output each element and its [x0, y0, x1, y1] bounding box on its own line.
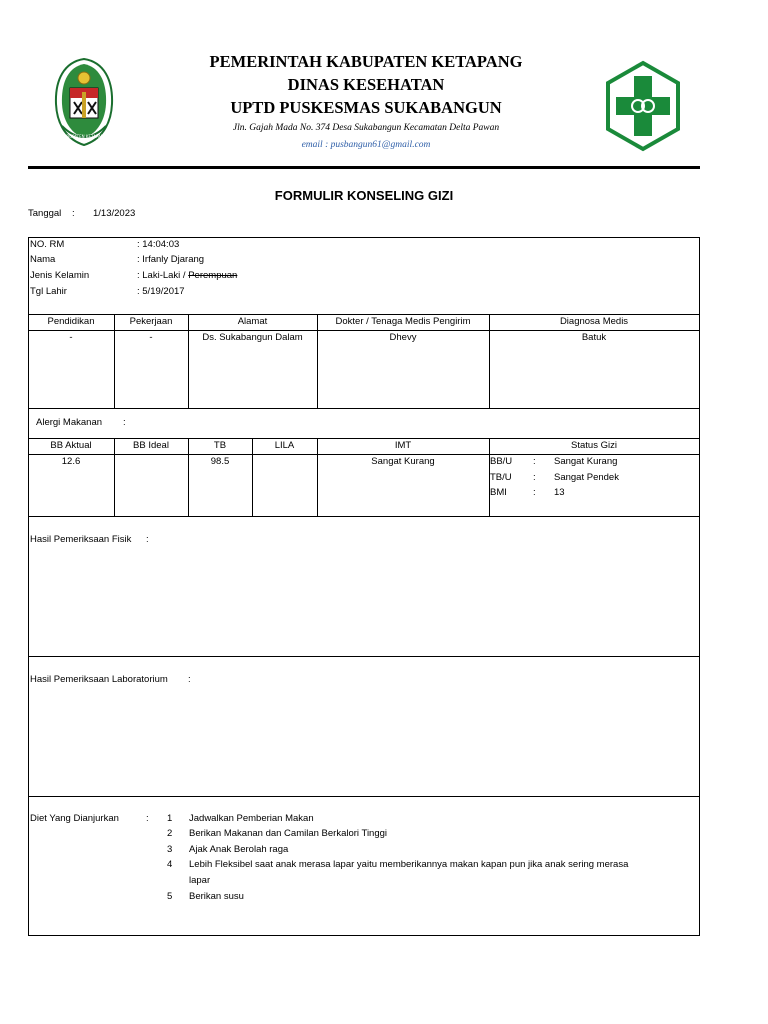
- info-table-top: [28, 314, 699, 315]
- status-bbu-colon: :: [533, 456, 536, 467]
- value-pekerjaan: -: [149, 332, 153, 343]
- header-pekerjaan: Pekerjaan: [129, 316, 173, 327]
- date-value: 1/13/2023: [93, 208, 136, 219]
- measure-header-divider: [28, 454, 699, 455]
- status-tbu-label: TB/U: [490, 472, 512, 483]
- diet-item-text: Lebih Fleksibel saat anak merasa lapar yaitu memberikannya makan kapan pun jika anak sering merasa: [189, 859, 629, 870]
- status-bbu-value: Sangat Kurang: [554, 456, 618, 467]
- diet-item-number: 5: [167, 891, 173, 902]
- value-tb: 98.5: [210, 456, 230, 467]
- date-colon: :: [72, 208, 75, 219]
- status-bmi-colon: :: [533, 487, 536, 498]
- diet-colon: :: [146, 813, 149, 824]
- allergy-label: Alergi Makanan: [36, 417, 103, 428]
- letterhead-email: email : pusbangun61@gmail.com: [301, 140, 431, 150]
- status-bbu-label: BB/U: [490, 456, 513, 467]
- dob-value: : 5/19/2017: [137, 286, 185, 297]
- letterhead-address: Jln. Gajah Mada No. 374 Desa Sukabangun Kecamatan Delta Pawan: [232, 123, 500, 133]
- status-tbu-value: Sangat Pendek: [554, 472, 619, 483]
- gender-struck: Perempuan: [188, 270, 238, 281]
- letterhead-line-1: PEMERINTAH KABUPATEN KETAPANG: [209, 52, 523, 71]
- letterhead-line-2: DINAS KESEHATAN: [287, 75, 445, 94]
- physical-exam-label: Hasil Pemeriksaan Fisik: [30, 534, 132, 545]
- value-pendidikan: -: [69, 332, 73, 343]
- header-status-gizi: Status Gizi: [571, 440, 617, 451]
- letterhead-line-3: UPTD PUSKESMAS SUKABANGUN: [230, 98, 502, 117]
- dob-label: Tgl Lahir: [30, 286, 67, 297]
- diet-item-number: 1: [167, 813, 173, 824]
- diet-item-number: 2: [167, 828, 173, 839]
- allergy-colon: :: [123, 417, 126, 428]
- name-value: : Irfanly Djarang: [137, 254, 205, 265]
- diet-item-text: Berikan susu: [189, 891, 244, 902]
- physical-exam-colon: :: [146, 534, 149, 545]
- value-alamat: Ds. Sukabangun Dalam: [202, 332, 303, 343]
- gender-value: : Laki-Laki /: [137, 270, 189, 281]
- lab-exam-label: Hasil Pemeriksaan Laboratorium: [30, 674, 168, 685]
- measure-table-bottom: [28, 516, 699, 517]
- form-title: FORMULIR KONSELING GIZI: [274, 188, 454, 203]
- info-col-divider: [188, 314, 189, 408]
- diet-item-number: 3: [167, 844, 173, 855]
- lab-exam-colon: :: [188, 674, 191, 685]
- measure-table-top: [28, 438, 699, 439]
- svg-text:KABUPATEN KETAPANG: KABUPATEN KETAPANG: [61, 134, 107, 139]
- info-header-divider: [28, 330, 699, 331]
- value-diagnosa: Batuk: [581, 332, 607, 343]
- header-imt: IMT: [394, 440, 412, 451]
- gender-label: Jenis Kelamin: [30, 270, 90, 281]
- header-tb: TB: [213, 440, 227, 451]
- header-dokter: Dokter / Tenaga Medis Pengirim: [335, 316, 471, 327]
- diet-item-text: Jadwalkan Pemberian Makan: [189, 813, 314, 824]
- puskesmas-cross-icon: [604, 60, 682, 152]
- lab-section-divider: [28, 796, 699, 797]
- letterhead-divider: [28, 166, 700, 169]
- diet-item-text-continued: lapar: [189, 875, 211, 886]
- header-diagnosa: Diagnosa Medis: [559, 316, 629, 327]
- name-label: Nama: [30, 254, 56, 265]
- rm-label: NO. RM: [30, 239, 65, 250]
- header-alamat: Alamat: [237, 316, 268, 327]
- status-bmi-value: 13: [554, 487, 565, 498]
- value-imt: Sangat Kurang: [371, 456, 435, 467]
- rm-value: : 14:04:03: [137, 239, 180, 250]
- diet-label: Diet Yang Dianjurkan: [30, 813, 119, 824]
- value-dokter: Dhevy: [389, 332, 417, 343]
- diet-item-text: Ajak Anak Berolah raga: [189, 844, 289, 855]
- header-lila: LILA: [274, 440, 295, 451]
- gender-row: [137, 270, 237, 282]
- status-tbu-colon: :: [533, 472, 536, 483]
- date-label: Tanggal: [28, 208, 62, 219]
- value-bb-aktual: 12.6: [61, 456, 81, 467]
- info-col-divider: [489, 314, 490, 408]
- info-table-bottom: [28, 408, 699, 409]
- regency-crest-icon: [50, 56, 118, 148]
- physical-section-divider: [28, 656, 699, 657]
- status-bmi-label: BMI: [490, 487, 507, 498]
- diet-item-number: 4: [167, 859, 173, 870]
- header-pendidikan: Pendidikan: [47, 316, 95, 327]
- header-bb-aktual: BB Aktual: [50, 440, 92, 451]
- info-col-divider: [317, 314, 318, 408]
- info-col-divider: [114, 314, 115, 408]
- diet-item-text: Berikan Makanan dan Camilan Berkalori Tinggi: [189, 828, 388, 839]
- header-bb-ideal: BB Ideal: [133, 440, 169, 451]
